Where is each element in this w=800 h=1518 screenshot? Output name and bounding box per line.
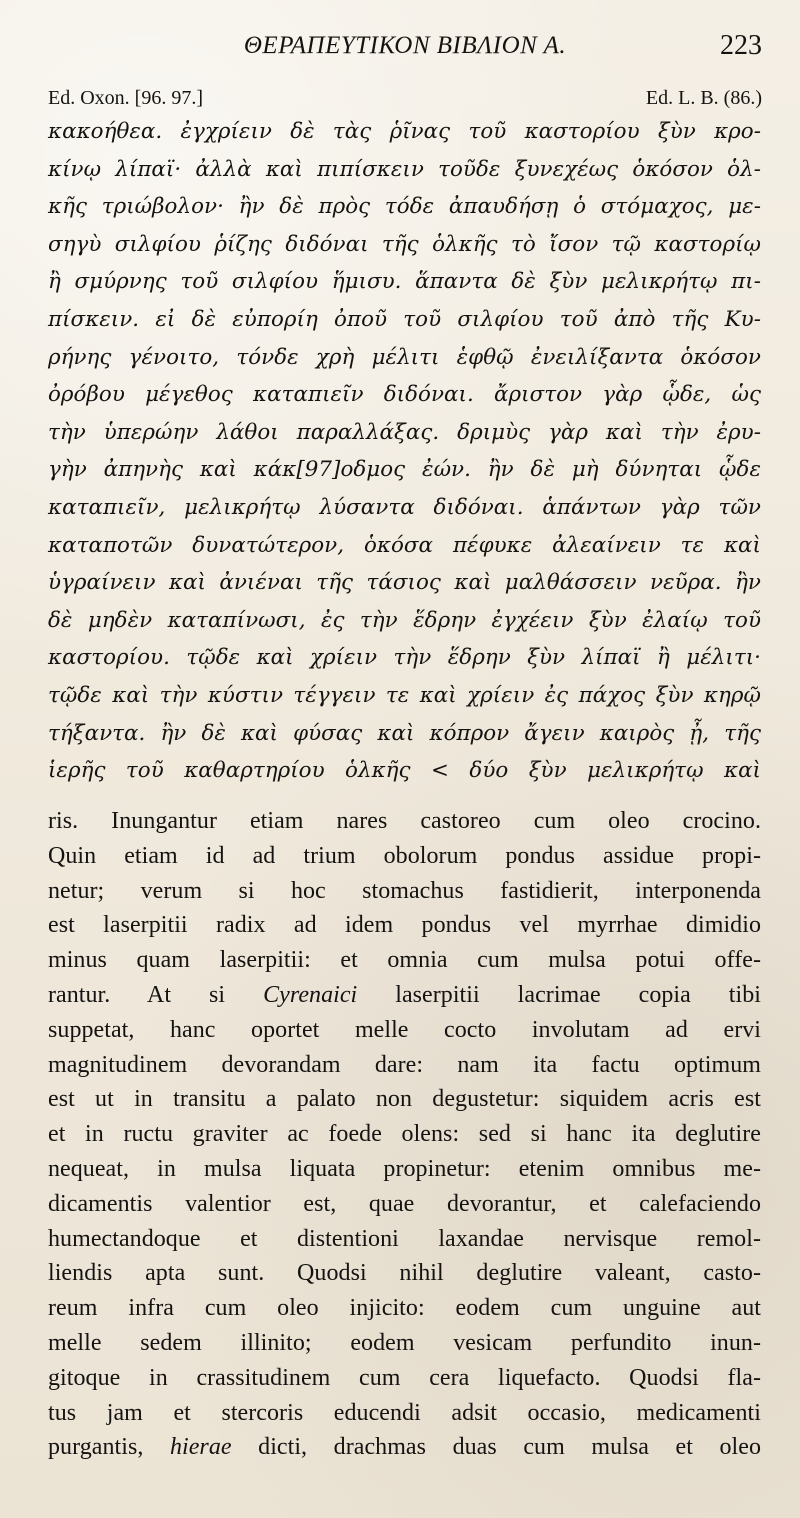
latin-text-line: netur; verum si hoc stomachus fastidierit, interponenda <box>48 877 761 904</box>
latin-text-line: minus quam laserpitii: et omnia cum mulsa potui offe- <box>48 947 761 974</box>
leipzig-edition-reference: Ed. L. B. (86.) <box>645 87 762 109</box>
latin-text-line: humectandoque et distentioni laxandae nervisque remol- <box>48 1225 761 1252</box>
latin-text-line: dicamentis valentior est, quae devorantur, et calefaciendo <box>48 1190 761 1217</box>
latin-text-line: suppetat, hanc oportet melle cocto involutam ad ervi <box>48 1016 761 1043</box>
latin-text-line: gitoque in crassitudinem cum cera liquefacto. Quodsi fla- <box>48 1364 761 1391</box>
latin-text-line: est laserpitii radix ad idem pondus vel myrrhae dimidio <box>48 912 761 939</box>
latin-text-line: melle sedem illinito; eodem vesicam perfundito inun- <box>48 1329 761 1356</box>
greek-text-line: τὴν ὑπερώην λάθοι παραλλάξας. δριμὺς γὰρ καὶ τὴν ἐρυ- <box>48 419 761 445</box>
greek-text-line: ὀρόβου μέγεθος καταπιεῖν διδόναι. ἄριστον γὰρ ᾧδε, ὡς <box>48 382 761 408</box>
latin-text-line: nequeat, in mulsa liquata propinetur: etenim omnibus me- <box>48 1155 761 1182</box>
latin-text-segment: laserpitii lacrimae copia tibi <box>357 981 761 1008</box>
greek-text-block <box>48 113 761 790</box>
greek-text-line: ἱερῆς τοῦ καθαρτηρίου ὁλκῆς < δύο ξὺν μελικρήτῳ καὶ <box>48 758 761 784</box>
latin-text-line: liendis apta sunt. Quodsi nihil deglutire valeant, casto- <box>48 1260 761 1287</box>
page-number: 223 <box>720 30 762 61</box>
cyrenaici-term: Cyrenaici <box>263 981 358 1008</box>
greek-text-line: ἢ σμύρνης τοῦ σιλφίου ἥμισυ. ἅπαντα δὲ ξὺν μελικρήτῳ πι- <box>48 269 761 295</box>
latin-text-line <box>48 1430 761 1465</box>
running-title: ΘΕΡΑΠΕΥΤΙΚΟΝ ΒΙΒΛΙΟΝ Α. <box>243 32 567 59</box>
latin-text-segment: purgantis, <box>48 1434 170 1461</box>
greek-text-line: κῆς τριώβολον· ἢν δὲ πρὸς τόδε ἀπαυδήσῃ ὁ στόμαχος, με- <box>48 194 761 220</box>
latin-text-line: est ut in transitu a palato non degustetur: siquidem acris est <box>48 1086 761 1113</box>
latin-text-line: reum infra cum oleo injicito: eodem cum unguine aut <box>48 1295 761 1322</box>
greek-text-line: κακοήθεα. ἐγχρίειν δὲ τὰς ῥῖνας τοῦ καστορίου ξὺν κρο- <box>48 119 761 144</box>
greek-text-line: καταποτῶν δυνατώτερον, ὁκόσα πέφυκε ἀλεαίνειν τε καὶ <box>48 532 761 558</box>
edition-reference-line <box>48 84 762 112</box>
greek-text-line: καστορίου. τῷδε καὶ χρίειν τὴν ἕδρην ξὺν λίπαϊ ἢ μέλιτι· <box>48 645 761 671</box>
page-header <box>48 30 762 68</box>
greek-text-line: κίνῳ λίπαϊ· ἀλλὰ καὶ πιπίσκειν τοῦδε ξυνεχέως ὁκόσον ὁλ- <box>48 156 761 182</box>
greek-text-line: πίσκειν. εἰ δὲ εὐπορίη ὀποῦ τοῦ σιλφίου τοῦ ἀπὸ τῆς Κυ- <box>48 306 761 332</box>
greek-text-line: ρήνης γένοιτο, τόνδε χρὴ μέλιτι ἑφθῷ ἐνειλίξαντα ὁκόσον <box>48 344 761 370</box>
latin-text-line: Quin etiam id ad trium obolorum pondus assidue propi- <box>48 842 761 869</box>
latin-text-line: ris. Inungantur etiam nares castoreo cum oleo crocino. <box>48 808 761 834</box>
greek-text-line: δὲ μηδὲν καταπίνωσι, ἐς τὴν ἕδρην ἐγχέειν ξὺν ἐλαίῳ τοῦ <box>48 607 761 633</box>
latin-text-segment: rantur. At si <box>48 981 264 1008</box>
greek-text-line: γὴν ἀπηνὴς καὶ κάκ[97]οδμος ἐών. ἢν δὲ μὴ δύνηται ᾧδε <box>48 457 761 483</box>
latin-text-line <box>48 978 761 1013</box>
latin-text-segment: dicti, drachmas duas cum mulsa et oleo <box>231 1434 761 1461</box>
greek-text-line: σηγὺ σιλφίου ῥίζης διδόναι τῆς ὁλκῆς τὸ ἴσον τῷ καστορίῳ <box>48 231 761 257</box>
latin-text-line: magnitudinem devorandam dare: nam ita factu optimum <box>48 1051 761 1078</box>
latin-text-line: tus jam et stercoris educendi adsit occasio, medicamenti <box>48 1399 761 1426</box>
latin-translation-block <box>48 804 761 1465</box>
greek-text-line: ὑγραίνειν καὶ ἀνιέναι τῆς τάσιος καὶ μαλθάσσειν νεῦρα. ἢν <box>48 570 761 596</box>
latin-text-line: et in ructu graviter ac foede olens: sed si hanc ita deglutire <box>48 1121 761 1148</box>
hierae-term: hierae <box>169 1434 232 1461</box>
greek-text-line: τήξαντα. ἢν δὲ καὶ φύσας καὶ κόπρον ἄγειν καιρὸς ᾖ, τῆς <box>48 720 761 746</box>
greek-text-line: καταπιεῖν, μελικρήτῳ λύσαντα διδόναι. ἁπάντων γὰρ τῶν <box>48 494 761 520</box>
oxford-edition-reference: Ed. Oxon. [96. 97.] <box>48 87 203 109</box>
greek-text-line: τῷδε καὶ τὴν κύστιν τέγγειν τε καὶ χρίειν ἐς πάχος ξὺν κηρῷ <box>48 682 761 708</box>
